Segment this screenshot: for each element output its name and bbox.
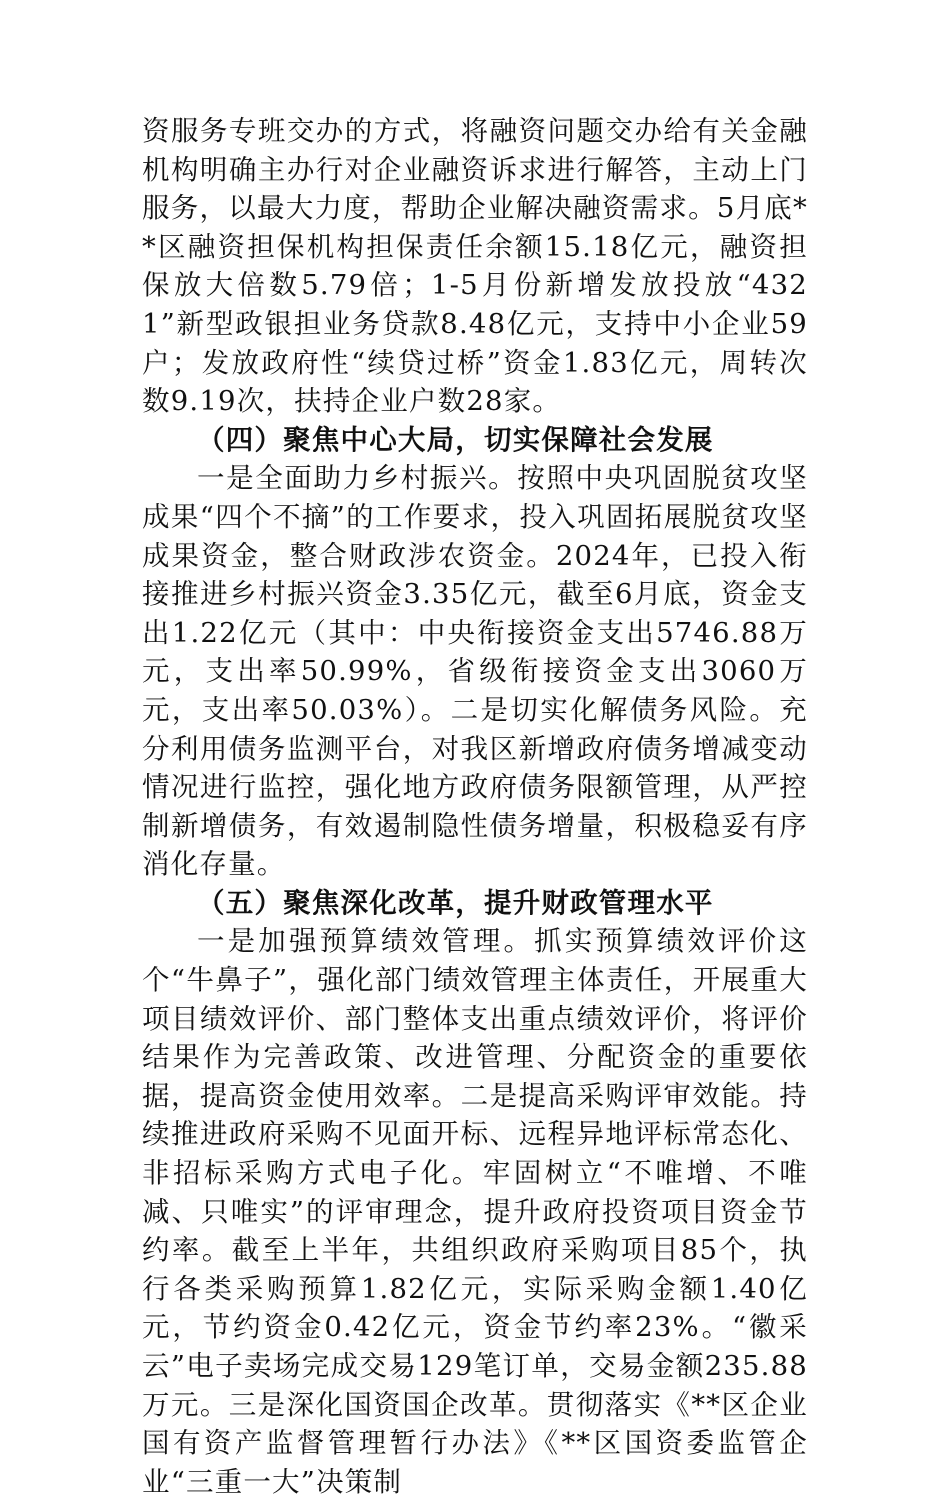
document-body <box>142 112 808 1501</box>
paragraph-financing-services: 资服务专班交办的方式，将融资问题交办给有关金融机构明确主办行对企业融资诉求进行解答，主动上门服务，以最大力度，帮助企业解决融资需求。5月底**区融资担保机构担保责任余额15.18亿元，融资担保放大倍数5.79倍；1-5月份新增发放投放“4321”新型政银担业务贷款8.48亿元，支持中小企业59户；发放政府性“续贷过桥”资金1.83亿元，周转次数9.19次，扶持企业户数28家。 <box>142 115 808 418</box>
paragraph-rural-revitalization: 一是全面助力乡村振兴。按照中央巩固脱贫攻坚成果“四个不摘”的工作要求，投入巩固拓展脱贫攻坚成果资金，整合财政涉农资金。2024年，已投入衔接推进乡村振兴资金3.35亿元，截至6月底，资金支出1.22亿元（其中：中央衔接资金支出5746.88万元，支出率50.99%，省级衔接资金支出3060万元，支出率50.03%）。二是切实化解债务风险。充分利用债务监测平台，对我区新增政府债务增减变动情况进行监控，强化地方政府债务限额管理，从严控制新增债务，有效遏制隐性债务增量，积极稳妥有序消化存量。 <box>142 462 808 881</box>
section-heading-four: （四）聚焦中心大局，切实保障社会发展 <box>197 423 714 456</box>
paragraph-budget-performance: 一是加强预算绩效管理。抓实预算绩效评价这个“牛鼻子”，强化部门绩效管理主体责任，开展重大项目绩效评价、部门整体支出重点绩效评价，将评价结果作为完善政策、改进管理、分配资金的重要依据，提高资金使用效率。二是提高采购评审效能。持续推进政府采购不见面开标、远程异地评标常态化、非招标采购方式电子化。牢固树立“不唯增、不唯减、只唯实”的评审理念，提升政府投资项目资金节约率。截至上半年，共组织政府采购项目85个，执行各类采购预算1.82亿元，实际采购金额1.40亿元，节约资金0.42亿元，资金节约率23%。“徽采云”电子卖场完成交易129笔订单，交易金额235.88万元。三是深化国资国企改革。贯彻落实《**区企业国有资产监督管理暂行办法》《**区国资委监管企业“三重一大”决策制 <box>142 925 808 1498</box>
section-heading-five: （五）聚焦深化改革，提升财政管理水平 <box>197 886 714 919</box>
